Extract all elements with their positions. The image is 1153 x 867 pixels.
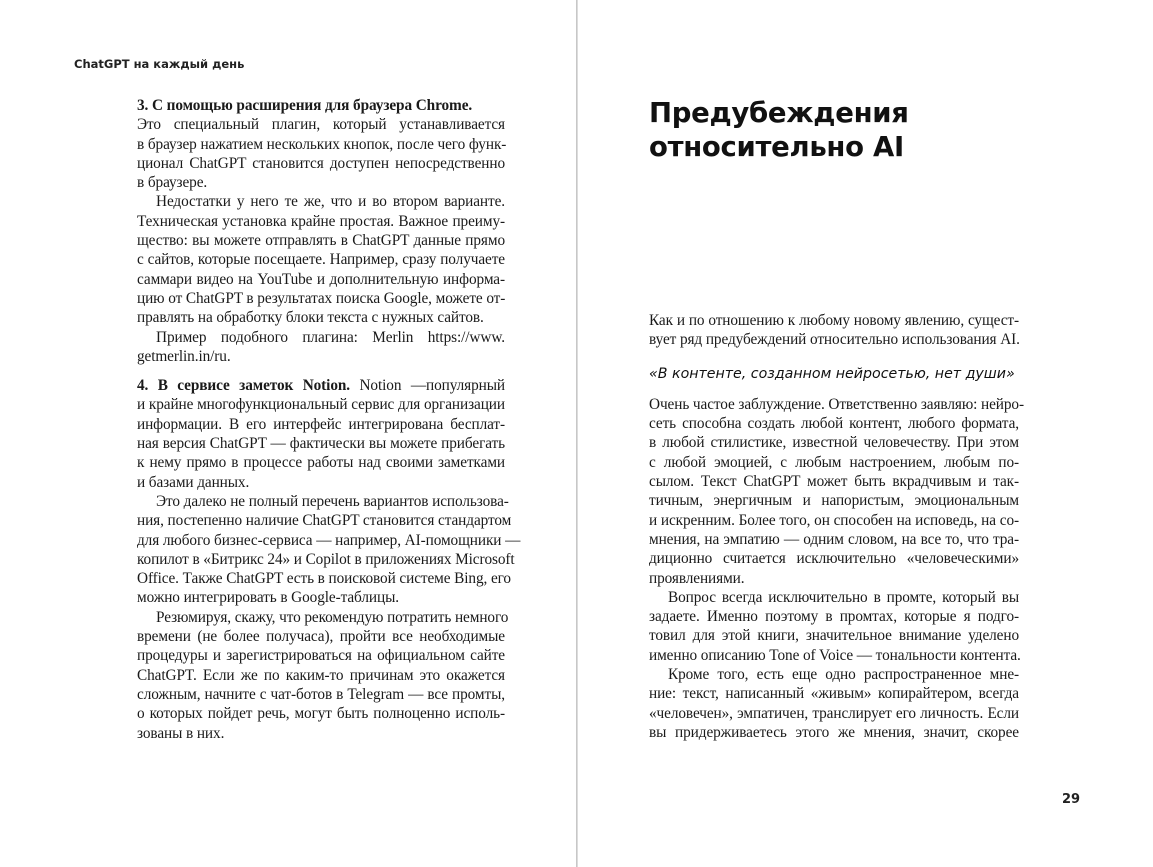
- text-line: Как и по отношению к любому новому явлению, сущест-: [649, 312, 1019, 329]
- text-line: задаете. Именно поэтому в промтах, которые я подго-: [649, 608, 1019, 626]
- text-line: мнения, на эмпатию — одним словом, на все то, что тра-: [649, 530, 1019, 548]
- chapter-title: [649, 96, 1019, 164]
- text-line: ная версия ChatGPT — фактически вы можете прибегать: [137, 435, 505, 453]
- text-line: с сайтов, которые посещаете. Например, сразу получаете: [137, 251, 505, 269]
- text-line: и искренним. Более того, он способен на исповедь, на со-: [649, 511, 1019, 529]
- section-4-first-line: [137, 376, 505, 395]
- text-line: процедуры и зарегистрироваться на официальном сайте: [137, 647, 505, 665]
- text-line: Кроме того, есть еще одно распространенное мне-: [668, 666, 1019, 684]
- paragraph-1: [649, 395, 1024, 588]
- section-4: [137, 376, 505, 492]
- text-line: саммари видео на YouTube и дополнительную информа-: [137, 270, 505, 288]
- text-line: Это специальный плагин, который устанавливается: [137, 116, 505, 134]
- subheading: «В контенте, созданном нейросетью, нет души»: [649, 365, 1015, 382]
- text-line: ние: текст, написанный «живым» копирайтером, всегда: [649, 685, 1019, 703]
- section-3: [137, 96, 505, 192]
- text-line: в браузере.: [137, 174, 208, 192]
- text-line: времени (не более получаса), пройти все необходимые: [137, 628, 505, 646]
- text-line: диционно считается исключительно «человеческими»: [649, 550, 1019, 568]
- text-line: ния, постепенно наличие ChatGPT становится стандартом: [137, 512, 512, 530]
- paragraph-drawbacks: [137, 192, 505, 327]
- paragraph-example: [137, 328, 505, 367]
- text-line: цию от ChatGPT в результатах поиска Google, можете от-: [137, 289, 506, 307]
- paragraph-list: [137, 492, 521, 608]
- text-line: копилот в «Битрикс 24» и Copilot в приложениях Microsoft: [137, 550, 515, 568]
- text-line: Недостатки у него те же, что и во втором варианте.: [156, 193, 505, 211]
- text-line: в браузер нажатием нескольких кнопок, после чего функ-: [137, 135, 507, 153]
- text-line: к нему прямо в процессе работы над своими заметками: [137, 454, 505, 472]
- text-line: зованы в них.: [137, 724, 225, 742]
- text-line: правлять на обработку блоки текста с нужных сайтов.: [137, 309, 484, 327]
- text-line: можно интегрировать в Google-таблицы.: [137, 589, 399, 607]
- text-run: Notion —популярный: [350, 377, 505, 395]
- paragraph-summary: [137, 608, 509, 743]
- text-line: о которых пойдет речь, могут быть полноценно исполь-: [137, 705, 505, 723]
- text-line: ционал ChatGPT становится доступен непосредственно: [137, 154, 505, 172]
- text-line: в любой стилистике, известной человечеству. При этом: [649, 434, 1019, 452]
- section-4-heading: 4. В сервисе заметок Notion.: [137, 377, 351, 395]
- text-line: с любой эмоцией, с любым настроением, любым по-: [649, 453, 1019, 471]
- page-number: 29: [1062, 792, 1081, 807]
- text-line: Техническая установка крайне простая. Важное преиму-: [137, 212, 505, 230]
- text-line: вует ряд предубеждений относительно использования AI.: [649, 331, 1020, 349]
- text-line: «человечен», эмпатичен, транслирует его личность. Если: [649, 704, 1019, 722]
- section-3-heading: 3. С помощью расширения для браузера Chrome.: [137, 97, 473, 114]
- text-line: Это далеко не полный перечень вариантов использова-: [156, 492, 509, 510]
- text-line: тичным, энергичным и напористым, эмоциональным: [649, 492, 1019, 510]
- text-line: проявлениями.: [649, 569, 745, 587]
- text-line: сеть способна создать любой контент, любого формата,: [649, 415, 1019, 433]
- text-line: сылом. Текст ChatGPT может быть вкрадчивым и так-: [649, 473, 1019, 491]
- text-line: товил для этой книги, значительное внимание уделено: [649, 627, 1019, 645]
- text-line: и базами данных.: [137, 473, 250, 491]
- text-line: Office. Также ChatGPT есть в поисковой системе Bing, его: [137, 570, 511, 588]
- text-line: Пример подобного плагина: Merlin https://www.: [156, 328, 505, 346]
- page-gutter: [576, 0, 578, 867]
- chapter-title-line: относительно AI: [649, 131, 904, 163]
- chapter-title-line: Предубеждения: [649, 97, 909, 129]
- text-line: getmerlin.in/ru.: [137, 347, 231, 365]
- paragraph-3: [649, 665, 1019, 742]
- running-head: ChatGPT на каждый день: [74, 57, 245, 71]
- text-line: Вопрос всегда исключительно в промте, который вы: [668, 588, 1019, 606]
- text-line: ChatGPT. Если же по каким-то причинам это окажется: [137, 666, 505, 684]
- intro-paragraph: [649, 311, 1019, 350]
- text-line: щество: вы можете отправлять в ChatGPT данные прямо: [137, 232, 505, 250]
- text-line: Резюмируя, скажу, что рекомендую потратить немного: [156, 608, 509, 626]
- paragraph-2: [649, 588, 1019, 665]
- text-line: Очень частое заблуждение. Ответственно заявляю: нейро-: [649, 395, 1024, 413]
- text-line: для любого бизнес-сервиса — например, AI-помощники —: [137, 531, 521, 549]
- right-page-text: [649, 96, 1024, 742]
- text-line: информации. В его интерфейс интегрирована бесплат-: [137, 415, 505, 433]
- left-page-text: [137, 96, 521, 743]
- text-line: и крайне многофункциональный сервис для организации: [137, 396, 505, 414]
- text-line: именно описанию Tone of Voice — тональности контента.: [649, 646, 1021, 664]
- text-line: сложным, начните с чат-ботов в Telegram — все промты,: [137, 685, 505, 703]
- text-line: вы придерживаетесь этого же мнения, значит, скорее: [649, 723, 1019, 741]
